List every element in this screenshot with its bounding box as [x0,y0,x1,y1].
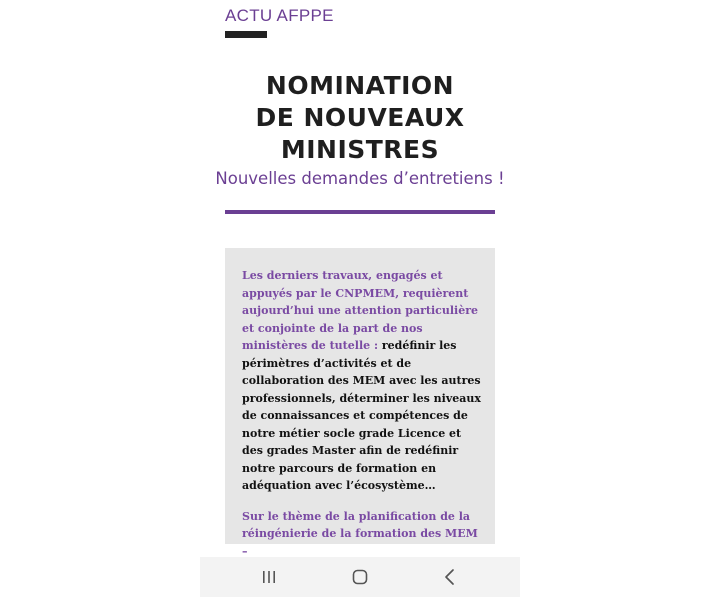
title-line-1: NOMINATION [265,71,455,100]
article-subtitle: Nouvelles demandes d’entretiens ! [215,169,505,188]
article-content-card[interactable] [225,248,495,558]
paragraph-1 [242,267,482,495]
recent-apps-icon[interactable] [257,565,281,589]
paragraph-1-body: redéfinir les périmètres d’activités et de collaboration des MEM avec les autres professionnels, déterminer les niveaux de connaissances et compétences de notre métier socle grade Licence et des grades Master afin de redéfinir notre parcours de formation en adéquation avec l’écosystème… [242,339,481,492]
system-navigation-bar [200,557,520,597]
home-icon[interactable] [348,565,372,589]
paragraph-1-highlight: Les derniers travaux, engagés et appuyés par le CNPMEM, requièrent aujourd’hui une attention particulière et conjointe de la part de nos ministères de tutelle : [242,269,479,352]
title-line-3: MINISTRES [280,135,440,164]
phone-screen [200,0,520,600]
title-divider [225,210,495,214]
kicker-underline [225,31,267,38]
back-icon[interactable] [438,565,462,589]
title-line-2: DE NOUVEAUX [255,103,465,132]
section-kicker: ACTU AFPPE [225,6,334,25]
paragraph-2 [242,508,482,561]
article-title [200,70,520,166]
paragraph-2-highlight: Sur le thème de la planification de la réingénierie de la formation des MEM – [242,509,478,558]
article-body [242,267,482,573]
